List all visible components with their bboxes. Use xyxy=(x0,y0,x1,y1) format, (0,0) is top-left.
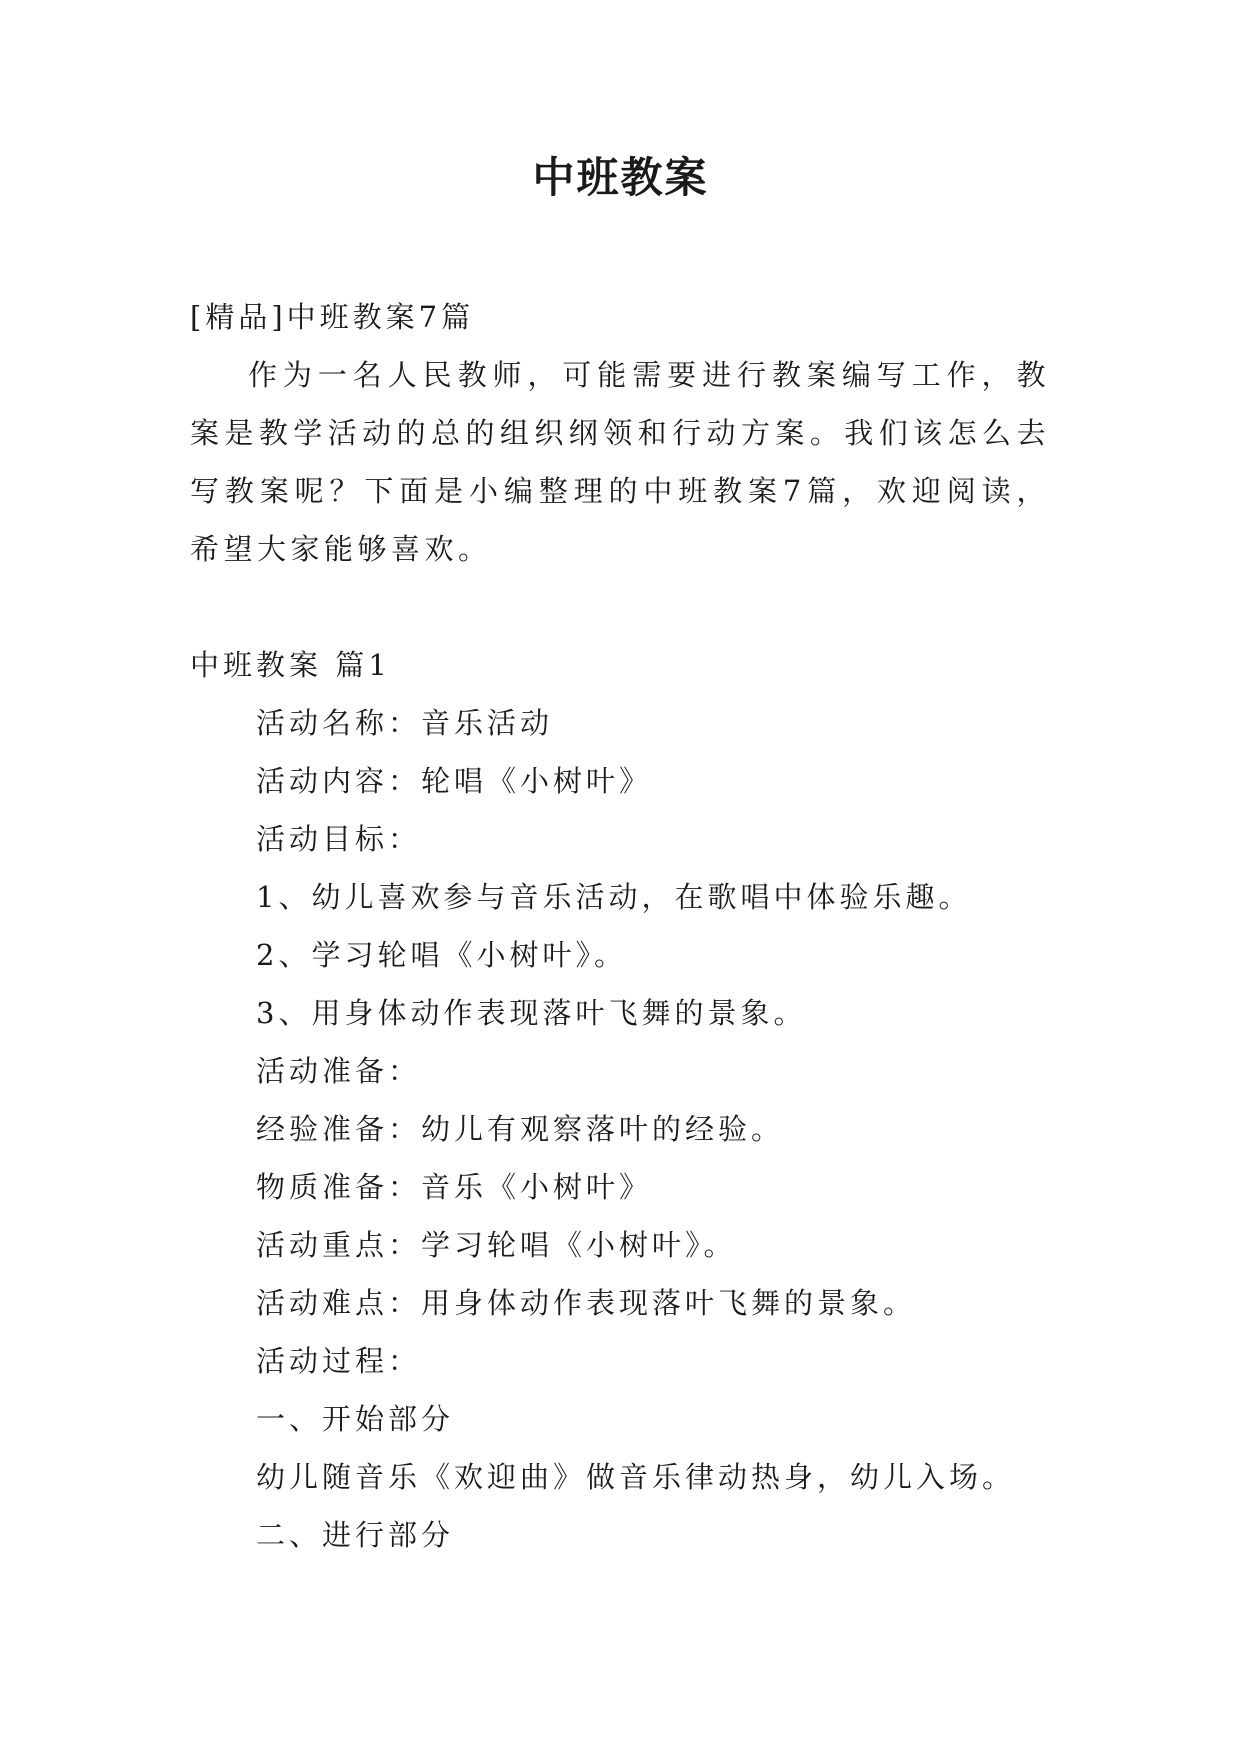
activity-difficulty: 活动难点：用身体动作表现落叶飞舞的景象。 xyxy=(256,1286,917,1320)
part-two-heading: 二、进行部分 xyxy=(256,1518,455,1552)
activity-prep-heading: 活动准备： xyxy=(256,1054,422,1088)
part-one-text: 幼儿随音乐《欢迎曲》做音乐律动热身，幼儿入场。 xyxy=(256,1460,1016,1494)
activity-content: 活动内容：轮唱《小树叶》 xyxy=(256,764,653,798)
goal-item-3: 3、用身体动作表现落叶飞舞的景象。 xyxy=(256,996,807,1030)
part-one-heading: 一、开始部分 xyxy=(256,1402,455,1436)
activity-focus: 活动重点：学习轮唱《小树叶》。 xyxy=(256,1228,737,1262)
document-body xyxy=(190,288,1050,1564)
goal-item-1: 1、幼儿喜欢参与音乐活动，在歌唱中体验乐趣。 xyxy=(256,880,972,914)
intro-paragraph: 作为一名人民教师，可能需要进行教案编写工作，教案是教学活动的总的组织纲领和行动方案。我们该怎么去写教案呢？下面是小编整理的中班教案7篇，欢迎阅读，希望大家能够喜欢。 xyxy=(190,358,1050,566)
document-title: 中班教案 xyxy=(532,153,709,202)
document-subtitle: [精品]中班教案7篇 xyxy=(190,300,475,334)
material-prep: 物质准备：音乐《小树叶》 xyxy=(256,1170,653,1204)
paragraph-gap xyxy=(190,578,1050,636)
goal-item-2: 2、学习轮唱《小树叶》。 xyxy=(256,938,627,972)
experience-prep: 经验准备：幼儿有观察落叶的经验。 xyxy=(256,1112,785,1146)
section-heading: 中班教案 篇1 xyxy=(190,648,391,682)
activity-process-heading: 活动过程： xyxy=(256,1344,422,1378)
activity-name: 活动名称：音乐活动 xyxy=(256,706,554,740)
activity-goals-heading: 活动目标： xyxy=(256,822,422,856)
